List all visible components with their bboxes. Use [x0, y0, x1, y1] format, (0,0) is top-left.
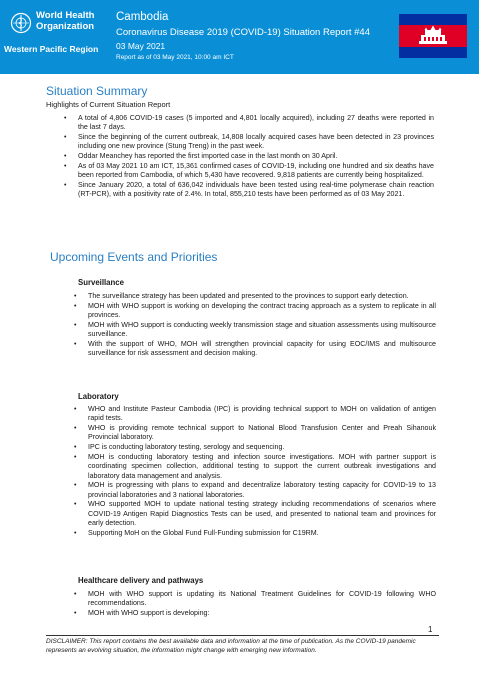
surveillance-heading: Surveillance: [78, 278, 124, 287]
list-item: [72, 590, 436, 609]
healthcare-list: [72, 590, 436, 619]
list-item: [72, 292, 436, 301]
healthcare-heading: Healthcare delivery and pathways: [78, 576, 204, 585]
bullet-icon: •: [64, 162, 67, 170]
report-header: [0, 0, 479, 74]
bullet-icon: •: [74, 482, 77, 490]
bullet-text: MOH with WHO support is conducting weekly transmission stage and situation assessments using multisource surveillance.: [88, 320, 436, 339]
bullet-text: WHO and Institute Pasteur Cambodia (IPC) is providing technical support to MOH on validation of antigen rapid tests.: [88, 405, 436, 423]
list-item: [72, 405, 436, 424]
bullet-text: MOH is conducting laboratory testing and infection source investigations. MOH with partner support is coordinating specimen collection, additional testing to support the current outbreak investigations and laboratory data management and analysis.: [88, 452, 436, 480]
footer-divider: [46, 635, 439, 636]
list-item: [72, 443, 436, 452]
bullet-icon: •: [74, 321, 77, 329]
list-item: [72, 453, 436, 481]
list-item: [72, 609, 436, 618]
bullet-text: WHO is providing remote technical support to National Blood Transfusion Center and Preah Sihanouk Provincial laboratory.: [88, 424, 436, 442]
bullet-icon: •: [74, 425, 77, 433]
list-item: [62, 114, 434, 133]
laboratory-list: [72, 405, 436, 539]
bullet-text: With the support of WHO, MOH will strengthen provincial capacity for using EOC/IMS and multisource surveillance for risk assessment and decision making.: [88, 339, 436, 358]
bullet-text: Supporting MoH on the Global Fund Full-Funding submission for C19RM.: [88, 528, 319, 537]
surveillance-list: [72, 292, 436, 359]
list-item: [62, 133, 434, 152]
bullet-text: The surveillance strategy has been updated and presented to the provinces to support early detection.: [88, 292, 409, 300]
list-item: [72, 424, 436, 443]
list-item: [72, 481, 436, 500]
list-item: [72, 340, 436, 359]
situation-summary-list: [62, 114, 434, 200]
bullet-text: Since January 2020, a total of 636,042 individuals have been tested using real-time polymerase chain reaction (RT-PCR), with a positivity rate of 2.4%. In total, 855,210 tests have been performed as of 03 May 2021.: [78, 181, 434, 199]
situation-summary-heading: Situation Summary: [46, 84, 148, 98]
report-title: Coronavirus Disease 2019 (COVID-19) Situation Report #44: [116, 27, 370, 38]
bullet-icon: •: [74, 529, 77, 537]
report-date: 03 May 2021: [116, 41, 166, 51]
situation-summary-subtitle: Highlights of Current Situation Report: [46, 100, 171, 109]
laboratory-heading: Laboratory: [78, 392, 119, 401]
bullet-text: MOH with WHO support is developing:: [88, 609, 210, 618]
page-number: 1: [428, 625, 433, 634]
report-country: Cambodia: [116, 11, 169, 23]
bullet-text: WHO supported MOH to update national testing strategy including recommendations of scenarios where COVID-19 Antigen Rapid Diagnostics Tests can be used, and presented to national team and provinces for early detection.: [88, 500, 436, 528]
bullet-icon: •: [74, 501, 77, 509]
bullet-icon: •: [64, 182, 67, 190]
bullet-icon: •: [74, 444, 77, 452]
upcoming-events-heading: Upcoming Events and Priorities: [50, 250, 218, 264]
list-item: [72, 321, 436, 340]
who-org-name: [36, 11, 94, 32]
bullet-icon: •: [64, 115, 67, 122]
list-item: [62, 181, 434, 200]
list-item: [62, 162, 434, 181]
who-emblem-icon: [10, 12, 32, 34]
who-org-line1: World Health: [36, 10, 95, 21]
bullet-text: IPC is conducting laboratory testing, serology and sequencing.: [88, 443, 285, 452]
report-as-of: Report as of 03 May 2021, 10:00 am ICT: [116, 54, 234, 61]
who-region-name: Western Pacific Region: [4, 44, 99, 54]
bullet-text: Since the beginning of the current outbreak, 14,808 locally acquired cases have been detected in 23 provinces including one new province (Stung Treng) in the past week.: [78, 133, 434, 151]
bullet-text: Oddar Meanchey has reported the first imported case in the last month on 30 April.: [78, 152, 338, 161]
bullet-icon: •: [74, 406, 77, 413]
bullet-icon: •: [74, 591, 77, 598]
bullet-icon: •: [74, 293, 77, 300]
bullet-icon: •: [74, 453, 77, 461]
list-item: [72, 500, 436, 528]
list-item: [72, 302, 436, 321]
who-org-line2: Organization: [36, 20, 95, 32]
bullet-icon: •: [74, 610, 77, 618]
cambodia-flag-icon: [399, 14, 467, 58]
disclaimer-text: DISCLAIMER: This report contains the best available data and information at the time of publication. As the COVID-19 pandemic represents an evolving situation, the information might change with emerging new information.: [46, 638, 416, 654]
bullet-icon: •: [74, 340, 77, 348]
bullet-icon: •: [74, 302, 77, 310]
bullet-text: MOH with WHO support is working on developing the contract tracing approach as a system to replicate in all provinces.: [88, 301, 436, 320]
bullet-icon: •: [64, 153, 67, 161]
list-item: [72, 529, 436, 538]
list-item: [62, 152, 434, 161]
bullet-text: MOH with WHO support is updating its National Treatment Guidelines for COVID-19 following WHO recommendations.: [88, 590, 436, 608]
bullet-text: A total of 4,806 COVID-19 cases (5 imported and 4,801 locally acquired), including 27 deaths were reported in the last 7 days.: [78, 114, 434, 132]
bullet-icon: •: [64, 134, 67, 142]
bullet-text: As of 03 May 2021 10 am ICT, 15,361 confirmed cases of COVID-19, including one hundred and six deaths have been reported from Cambodia, of which 5,430 have recovered. 9,818 patients are currently being hospitalized.: [78, 161, 434, 180]
bullet-text: MOH is progressing with plans to expand and decentralize laboratory testing capacity for COVID-19 to 13 provincial laboratories and 3 national laboratories.: [88, 481, 436, 499]
